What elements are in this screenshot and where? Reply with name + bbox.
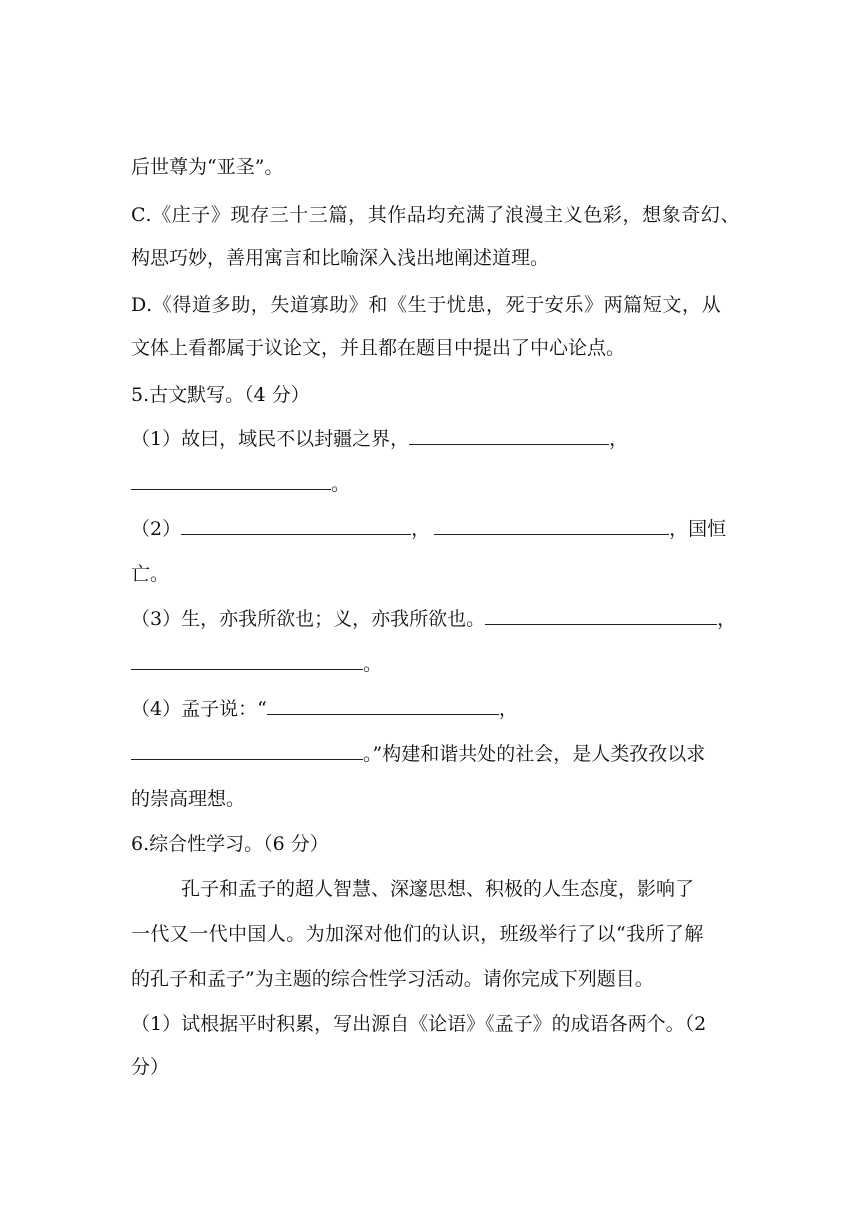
question-5-4 [131,695,731,723]
question-5-1 [131,425,731,453]
punct: ， [717,608,737,630]
answer-blank[interactable] [267,696,499,715]
prompt-text: （4）孟子说：“ [131,698,267,720]
answer-blank[interactable] [131,741,363,760]
text-line: 后世尊为“亚圣”。 [131,156,284,178]
punct: 。 [363,653,383,675]
option-c-line-2: 构思巧妙，善用寓言和比喻深入浅出地阐述道理。 [131,247,550,269]
paragraph-line-2: 一代又一代中国人。为加深对他们的认识，班级举行了以“我所了解 [131,923,704,945]
punct: ， [609,428,629,450]
question-5-3 [131,605,737,633]
punct: ， [498,698,518,720]
question-5-2-cont: 亡。 [131,563,170,585]
answer-blank[interactable] [434,516,669,535]
answer-blank[interactable] [181,516,411,535]
question-5-4-cont [131,740,731,768]
punct: 。 [331,473,351,495]
prompt-text: 。”构建和谐共处的社会，是人类孜孜以求 [363,743,706,765]
paragraph-line-3: 的孔子和孟子”为主题的综合性学习活动。请你完成下列题目。 [131,968,654,990]
prompt-text: （2） [131,518,182,540]
question-5-4-cont-2: 的崇高理想。 [131,788,246,810]
answer-blank[interactable] [485,606,717,625]
answer-blank[interactable] [131,651,363,670]
prompt-text: ，国恒 [669,518,727,540]
prompt-text: （1）故曰，域民不以封疆之界， [131,428,410,450]
option-d-line-1: D.《得道多助，失道寡助》和《生于忧患，死于安乐》两篇短文，从 [131,294,722,316]
question-5-title: 5.古文默写。（4 分） [131,384,310,406]
answer-blank[interactable] [131,471,331,490]
prompt-text: （3）生，亦我所欲也；义，亦我所欲也。 [131,608,486,630]
answer-blank[interactable] [409,426,609,445]
question-5-1-cont [131,470,731,498]
punct: ， [411,518,431,540]
question-6-title: 6.综合性学习。（6 分） [131,833,329,855]
question-5-3-cont [131,650,731,678]
option-d-line-2: 文体上看都属于议论文，并且都在题目中提出了中心论点。 [131,337,626,359]
option-c-line-1: C.《庄子》现存三十三篇，其作品均充满了浪漫主义色彩，想象奇幻、 [131,204,741,226]
question-6-1-cont: 分） [131,1056,170,1078]
question-6-1: （1）试根据平时积累，写出源自《论语》《孟子》的成语各两个。（2 [131,1013,707,1035]
paragraph-line-1: 孔子和孟子的超人智慧、深邃思想、积极的人生态度，影响了 [181,878,695,900]
question-5-2 [131,515,731,543]
